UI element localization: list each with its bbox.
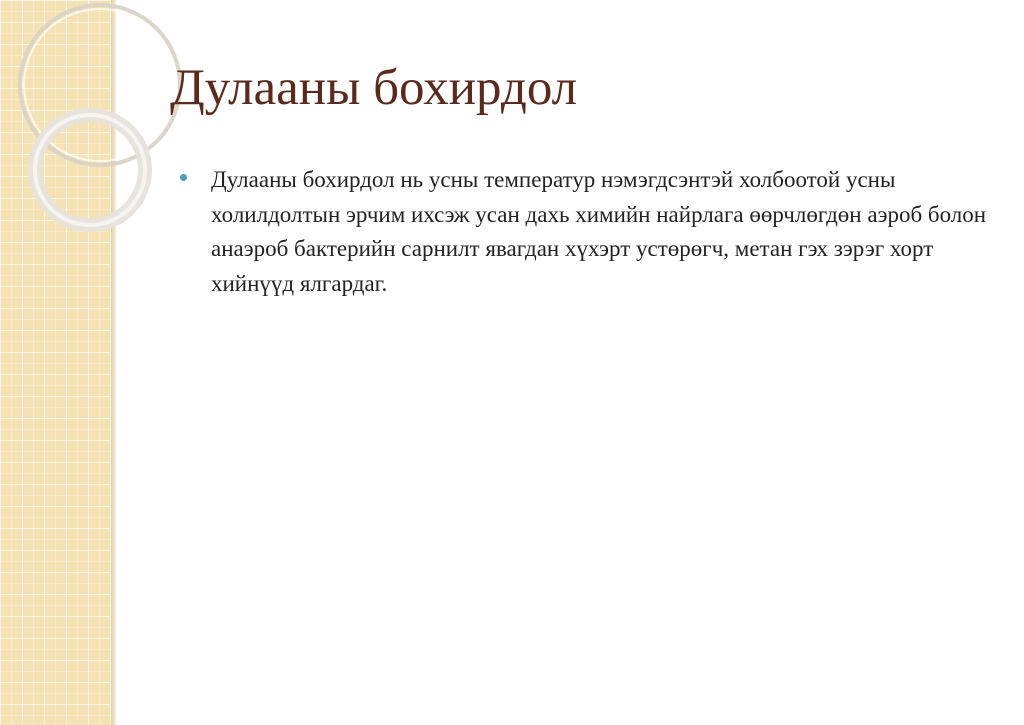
bullet-text: Дулааны бохирдол нь усны температур нэмэгдсэнтэй холбоотой усны холилдолтын эрчим ихсэж усан дахь химийн найрлага өөрчлөгдөн аэроб болон анаэроб бактерийн сарнилт явагдан хүхэрт устөрөгч, метан гэх зэрэг хорт хийнүүд ялгардаг. xyxy=(211,167,987,296)
small-ring-highlight xyxy=(35,115,145,225)
slide-body xyxy=(180,163,1000,301)
slide-title: Дулааны бохирдол xyxy=(170,60,578,116)
bullet-dot-icon xyxy=(180,174,187,181)
decorative-rings xyxy=(0,0,200,260)
bullet-item xyxy=(180,163,1000,301)
